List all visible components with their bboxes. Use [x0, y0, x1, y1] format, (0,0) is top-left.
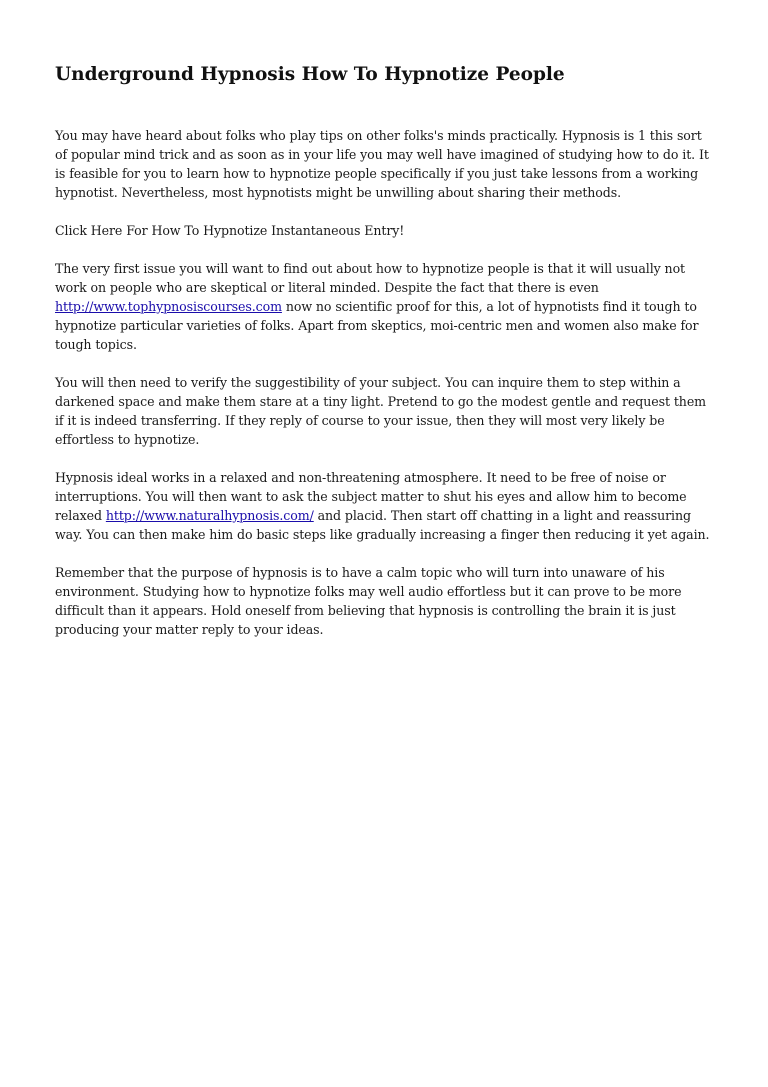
paragraph-text: now no scientific proof for this, a lot of hypnotists find it tough to hypnotize particular varieties of folks. Apart from skeptics, moi-centric men and women also make for tough topics.	[55, 299, 699, 352]
paragraph-suggestibility: You will then need to verify the suggestibility of your subject. You can inquire them to step within a darkened space and make them stare at a tiny light. Pretend to go the modest gentle and request them if it is indeed transferring. If they reply of course to your issue, then they will most very likely be effortless to hypnotize.	[55, 375, 707, 447]
paragraph-text: Hypnosis ideal works in a relaxed and non-threatening atmosphere. It need to be free of noise or interruptions. You will then want to ask the subject matter to shut his eyes and allow him to become relaxed	[55, 470, 687, 523]
paragraph-text: and placid. Then start off chatting in a light and reassuring way. You can then make him do basic steps like gradually increasing a finger then reducing it yet again.	[55, 508, 710, 542]
paragraph-click-here: Click Here For How To Hypnotize Instantaneous Entry!	[55, 223, 405, 238]
paragraph-conclusion: Remember that the purpose of hypnosis is to have a calm topic who will turn into unaware of his environment. Studying how to hypnotize folks may well audio effortless but it can prove to be more difficult than it appears. Hold oneself from believing that hypnosis is controlling the brain it is just producing your matter reply to your ideas.	[55, 565, 682, 637]
page-title: Underground Hypnosis How To Hypnotize People	[55, 64, 565, 85]
paragraph-first-issue	[55, 259, 717, 354]
tophypnosiscourses-link[interactable]: http://www.tophypnosiscourses.com	[55, 299, 282, 314]
paragraph-relaxed-atmosphere	[55, 468, 717, 544]
document-page	[55, 62, 717, 658]
paragraph-intro: You may have heard about folks who play tips on other folks's minds practically. Hypnosis is 1 this sort of popular mind trick and as soon as in your life you may well have imagined of studying how to do it. It is feasible for you to learn how to hypnotize people specifically if you just take lessons from a working hypnotist. Nevertheless, most hypnotists might be unwilling about sharing their methods.	[55, 128, 709, 200]
paragraph-text: The very first issue you will want to find out about how to hypnotize people is that it will usually not work on people who are skeptical or literal minded. Despite the fact that there is even	[55, 261, 686, 295]
naturalhypnosis-link[interactable]: http://www.naturalhypnosis.com/	[105, 508, 314, 523]
